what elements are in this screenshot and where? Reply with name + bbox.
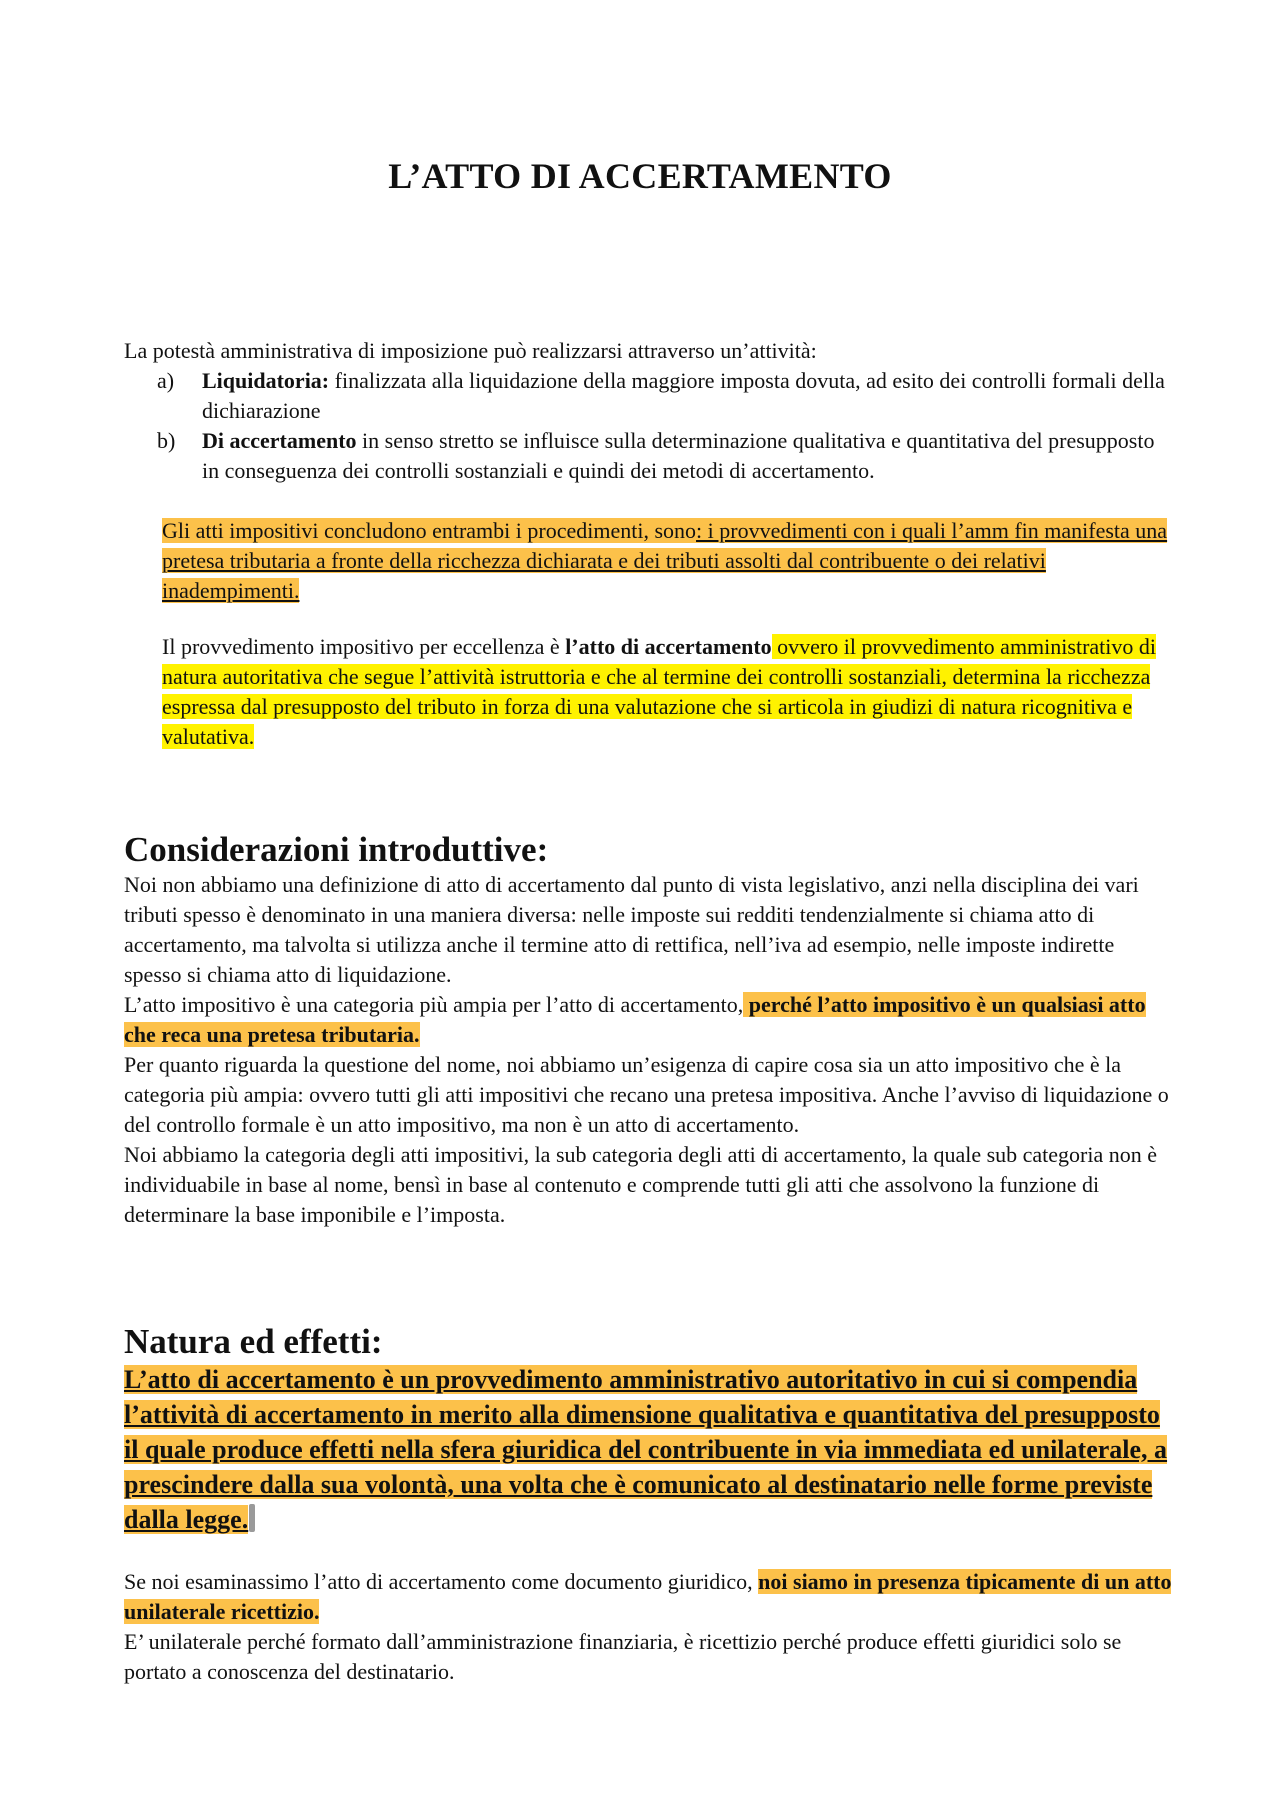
highlight-text: ovvero il provvedimento amministrativo di natura autoritativa che segue l’attività istruttoria e che al termine dei controlli sostanziali, determina la ricchezza espressa dal presupposto del tributo in forza di una valutazione che si articola in giudizi di natura ricognitiva e valutativa.: [162, 634, 1156, 749]
intro-paragraph-1: [162, 516, 1172, 606]
section-body: [124, 1567, 1174, 1687]
paragraph: [124, 1567, 1174, 1627]
highlight-bold-text: perché l’atto impositivo è un qualsiasi atto che reca una pretesa tributaria.: [124, 992, 1146, 1047]
list-item: [157, 426, 1167, 486]
section-heading: Natura ed effetti:: [124, 1322, 383, 1361]
paragraph-text: L’atto impositivo è una categoria più ampia per l’atto di accertamento,: [124, 992, 744, 1017]
highlight-underlined-text: : i provvedimenti con i quali l’amm fin manifesta una pretesa tributaria a fronte della ricchezza dichiarata e dei tributi assolti dal contribuente o dei relativi inadempimenti.: [162, 518, 1168, 603]
list-marker: b): [157, 428, 176, 453]
paragraph: Noi abbiamo la categoria degli atti impositivi, la sub categoria degli atti di accertamento, la quale sub categoria non è individuabile in base al nome, bensì in base al contenuto e comprende tutti gli atti che assolvono la funzione di determinare la base imponibile e l’imposta.: [124, 1142, 1158, 1227]
intro-lead: La potestà amministrativa di imposizione può realizzarsi attraverso un’attività:: [124, 338, 817, 363]
text-cursor-mark: [249, 1504, 255, 1532]
intro-paragraph-2: [162, 632, 1172, 752]
paragraph: [124, 990, 1174, 1050]
list-item-text: [202, 366, 1167, 426]
paragraph: Per quanto riguarda la questione del nome, noi abbiamo un’esigenza di capire cosa sia un atto impositivo che è la categoria più ampia: ovvero tutti gli atti impositivi che recano una pretesa impositiva. Anche l’avviso di liquidazione o del controllo formale è un atto impositivo, ma non è un atto di accertamento.: [124, 1052, 1169, 1137]
list-item-text: [202, 426, 1167, 486]
list-item-bold: Liquidatoria:: [202, 368, 330, 393]
highlight-text: Gli atti impositivi concludono entrambi i procedimenti, sono: [162, 518, 697, 543]
highlight-bold-text: noi siamo in presenza tipicamente di un atto unilaterale ricettizio.: [124, 1569, 1172, 1624]
list-item: [157, 366, 1167, 426]
section-body: [124, 870, 1174, 1230]
list-item-body: finalizzata alla liquidazione della maggiore imposta dovuta, ad esito dei controlli formali della dichiarazione: [202, 368, 1165, 423]
paragraph-text: Il provvedimento impositivo per eccellenza è: [162, 634, 566, 659]
paragraph-text: Se noi esaminassimo l’atto di accertamento come documento giuridico,: [124, 1569, 759, 1594]
page-title: L’ATTO DI ACCERTAMENTO: [388, 156, 892, 196]
list-item-body: in senso stretto se influisce sulla determinazione qualitativa e quantitativa del presupposto in conseguenza dei controlli sostanziali e quindi dei metodi di accertamento.: [202, 428, 1155, 483]
definition-paragraph: [124, 1362, 1174, 1537]
list-marker: a): [157, 368, 175, 393]
paragraph: Noi non abbiamo una definizione di atto di accertamento dal punto di vista legislativo, anzi nella disciplina dei vari tributi spesso è denominato in una maniera diversa: nelle imposte sui redditi tendenzialmente si chiama atto di accertamento, ma talvolta si utilizza anche il termine atto di rettifica, nell’iva ad esempio, nelle imposte indirette spesso si chiama atto di liquidazione.: [124, 872, 1139, 987]
paragraph: E’ unilaterale perché formato dall’amministrazione finanziaria, è ricettizio perché produce effetti giuridici solo se portato a conoscenza del destinatario.: [124, 1629, 1122, 1684]
section-heading: Considerazioni introduttive:: [124, 830, 549, 869]
list-item-bold: Di accertamento: [202, 428, 357, 453]
bold-text: l’atto di accertamento: [565, 634, 772, 659]
highlight-bold-text: L’atto di accertamento è un provvedimento amministrativo autoritativo in cui si compendia l’attività di accertamento in merito alla dimensione qualitativa e quantitativa del presupposto il quale produce effetti nella sfera giuridica del contribuente in via immediata ed unilaterale, a prescindere dalla sua volontà, una volta che è comunicato al destinatario nelle forme previste dalla legge.: [124, 1365, 1168, 1534]
intro-list: [157, 366, 1167, 486]
